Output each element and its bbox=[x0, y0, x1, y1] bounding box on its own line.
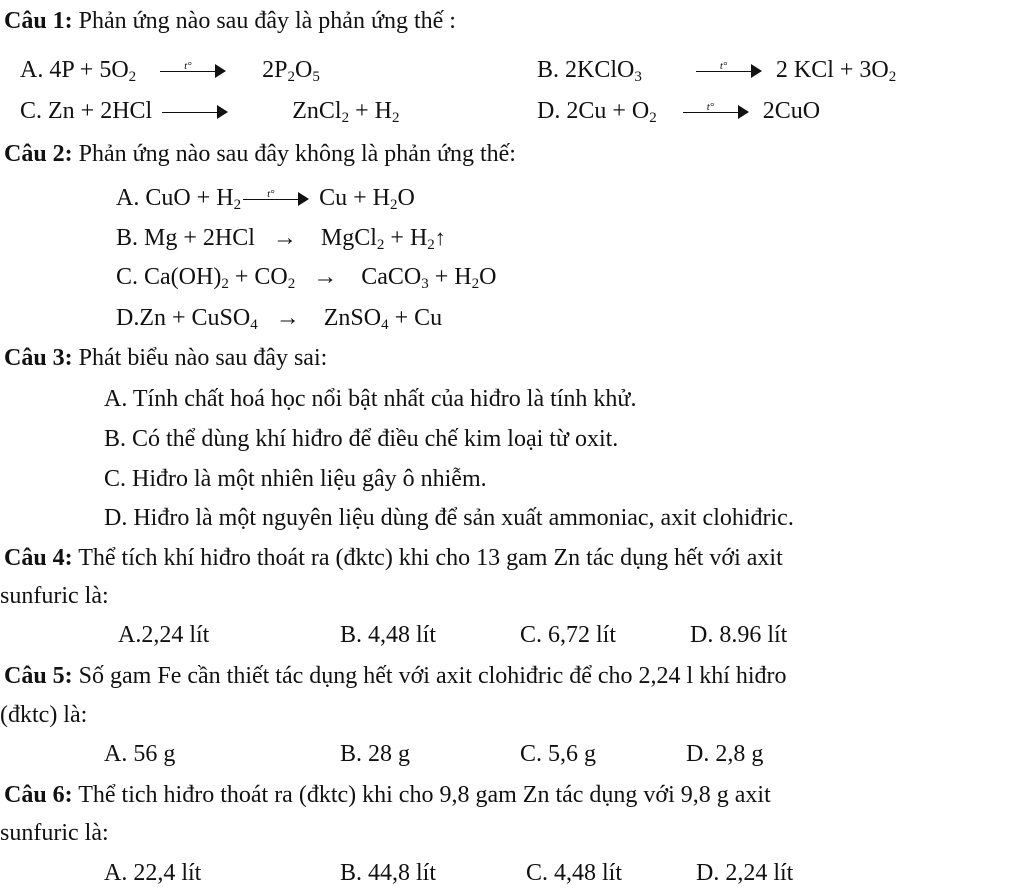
q3-option-d: D. Hiđro là một nguyên liệu dùng để sản xuất ammoniac, axit clohiđric. bbox=[104, 505, 794, 531]
q6-option-c: C. 4,48 lít bbox=[526, 860, 623, 886]
question-4-stem: Câu 4: Thể tích khí hiđro thoát ra (đktc) khi cho 13 gam Zn tác dụng hết với axit bbox=[4, 545, 783, 571]
arrow-icon: → bbox=[275, 305, 300, 331]
reaction-arrow-icon: t° bbox=[696, 61, 762, 81]
q3-option-a: A. Tính chất hoá học nổi bật nhất của hiđro là tính khử. bbox=[104, 386, 637, 412]
q5-option-d: D. 2,8 g bbox=[686, 741, 764, 767]
gas-up-arrow-icon: ↑ bbox=[434, 225, 446, 250]
question-1-text: Phản ứng nào sau đây là phản ứng thế : bbox=[72, 8, 456, 34]
question-5-stem-cont: (đktc) là: bbox=[0, 702, 88, 728]
reaction-arrow-icon: t° bbox=[160, 61, 226, 81]
q2-option-a: A. CuO + $H_2$ t° $Cu + H_2O$ bbox=[116, 185, 415, 213]
q2-option-d: D.Zn + CuSO$_4$ → ZnSO$_4$ + Cu bbox=[116, 305, 443, 333]
q2-option-c: C. $Ca(OH)_2 + CO_2$ → CaCO$_3$ + $H_2O$ bbox=[116, 264, 497, 292]
q3-option-b: B. Có thể dùng khí hiđro để điều chế kim loại từ oxit. bbox=[104, 426, 619, 452]
q6-option-d: D. 2,24 lít bbox=[696, 860, 794, 886]
q1-option-c: C. Zn + 2HCl ZnCl$_2$ + $H_2$ bbox=[20, 98, 400, 126]
question-6-stem-cont: sunfuric là: bbox=[0, 820, 109, 846]
q6-option-a: A. 22,4 lít bbox=[104, 860, 202, 886]
question-1-stem bbox=[4, 6, 456, 36]
q4-option-a: A.2,24 lít bbox=[118, 622, 210, 648]
reaction-arrow-icon: t° bbox=[683, 102, 749, 122]
q5-option-c: C. 5,6 g bbox=[520, 741, 597, 767]
question-6-stem: Câu 6: Thể tich hiđro thoát ra (đktc) khi cho 9,8 gam Zn tác dụng với 9,8 g axit bbox=[4, 782, 771, 808]
q4-option-c: C. 6,72 lít bbox=[520, 622, 617, 648]
question-5-stem: Câu 5: Số gam Fe cần thiết tác dụng hết với axit clohiđric để cho 2,24 l khí hiđro bbox=[4, 663, 787, 689]
question-2-stem: Câu 2: Phản ứng nào sau đây không là phản ứng thế: bbox=[4, 141, 516, 167]
q4-option-b: B. 4,48 lít bbox=[340, 622, 437, 648]
arrow-icon: → bbox=[313, 264, 338, 290]
q1-option-a: A. $4P + 5O_2$ t° $2P_2O_5$ bbox=[20, 57, 320, 85]
reaction-arrow-icon bbox=[162, 102, 228, 122]
q3-option-c: C. Hiđro là một nhiên liệu gây ô nhiễm. bbox=[104, 466, 487, 492]
arrow-icon: → bbox=[272, 225, 297, 251]
question-4-stem-cont: sunfuric là: bbox=[0, 583, 109, 609]
q6-option-b: B. 44,8 lít bbox=[340, 860, 437, 886]
q4-option-d: D. 8.96 lít bbox=[690, 622, 788, 648]
q1-option-d: D. $2Cu + O_2$ t° 2CuO bbox=[537, 98, 821, 126]
question-1-label: Câu 1: bbox=[4, 8, 73, 34]
q1-option-b: B. 2KClO$_3$ t° 2 KCl + $3O_2$ bbox=[537, 57, 897, 85]
reaction-arrow-icon: t° bbox=[243, 189, 309, 209]
q5-option-b: B. 28 g bbox=[340, 741, 411, 767]
q2-option-b: B. Mg + 2HCl → MgCl$_2$ + $H_2↑$ bbox=[116, 225, 446, 253]
question-3-stem: Câu 3: Phát biểu nào sau đây sai: bbox=[4, 345, 328, 371]
q5-option-a: A. 56 g bbox=[104, 741, 176, 767]
